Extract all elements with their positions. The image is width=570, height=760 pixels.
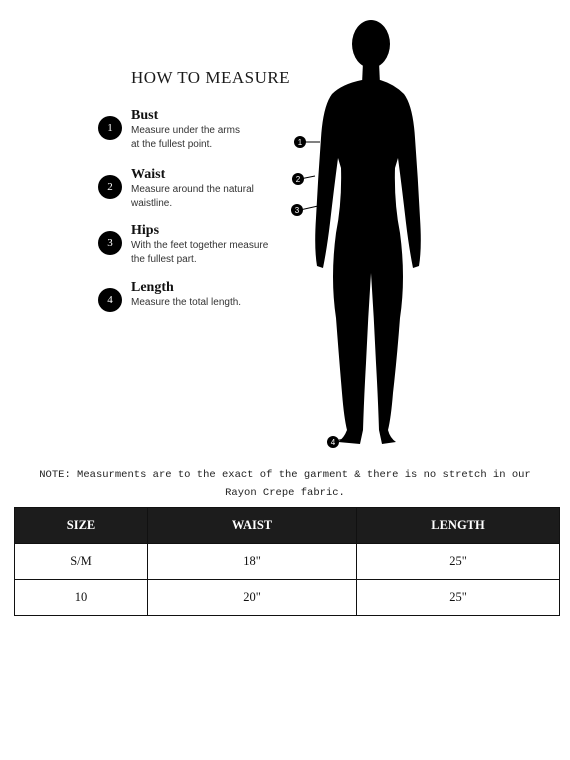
waist-cell: 20" bbox=[148, 580, 357, 616]
step-description-line: Measure under the arms bbox=[131, 125, 240, 136]
svg-text:1: 1 bbox=[297, 138, 303, 147]
size-cell: S/M bbox=[15, 544, 148, 580]
step-number-badge: 3 bbox=[98, 231, 122, 255]
measure-point-1 bbox=[294, 136, 306, 148]
measure-point-2 bbox=[292, 173, 304, 185]
silhouette-icon bbox=[315, 20, 421, 444]
table-row bbox=[15, 580, 560, 616]
svg-text:4: 4 bbox=[330, 438, 336, 447]
svg-text:3: 3 bbox=[294, 206, 300, 215]
step-description-line: at the fullest point. bbox=[131, 139, 213, 150]
table-header-row bbox=[15, 508, 560, 544]
step-description bbox=[131, 239, 301, 267]
step-description-line: With the feet together measure bbox=[131, 240, 269, 251]
step-name: Hips bbox=[131, 223, 160, 238]
column-header-waist: WAIST bbox=[148, 508, 357, 544]
step-description-line: waistline. bbox=[131, 198, 173, 209]
step-description bbox=[131, 124, 301, 152]
step-name: Waist bbox=[131, 167, 166, 182]
length-cell: 25" bbox=[357, 544, 560, 580]
step-name: Length bbox=[131, 280, 174, 295]
step-number-badge: 1 bbox=[98, 116, 122, 140]
note-line: Rayon Crepe fabric. bbox=[225, 487, 345, 499]
measure-point-4 bbox=[327, 436, 339, 448]
body-silhouette-illustration bbox=[290, 18, 440, 450]
measure-point-3 bbox=[291, 204, 303, 216]
column-header-size: SIZE bbox=[15, 508, 148, 544]
step-number-badge: 2 bbox=[98, 175, 122, 199]
step-description bbox=[131, 183, 301, 211]
how-to-measure-title: HOW TO MEASURE bbox=[131, 68, 291, 87]
step-description-line: Measure the total length. bbox=[131, 297, 242, 308]
size-chart-table bbox=[14, 507, 560, 616]
svg-text:2: 2 bbox=[295, 175, 301, 184]
step-description-line: the fullest part. bbox=[131, 254, 197, 265]
step-number-badge: 4 bbox=[98, 288, 122, 312]
step-description bbox=[131, 296, 301, 310]
size-cell: 10 bbox=[15, 580, 148, 616]
note-line: NOTE: Measurments are to the exact of the garment & there is no stretch in our bbox=[39, 469, 531, 481]
column-header-length: LENGTH bbox=[357, 508, 560, 544]
fabric-note bbox=[0, 466, 570, 502]
step-description-line: Measure around the natural bbox=[131, 184, 254, 195]
table-row bbox=[15, 544, 560, 580]
waist-cell: 18" bbox=[148, 544, 357, 580]
step-name: Bust bbox=[131, 108, 159, 123]
length-cell: 25" bbox=[357, 580, 560, 616]
